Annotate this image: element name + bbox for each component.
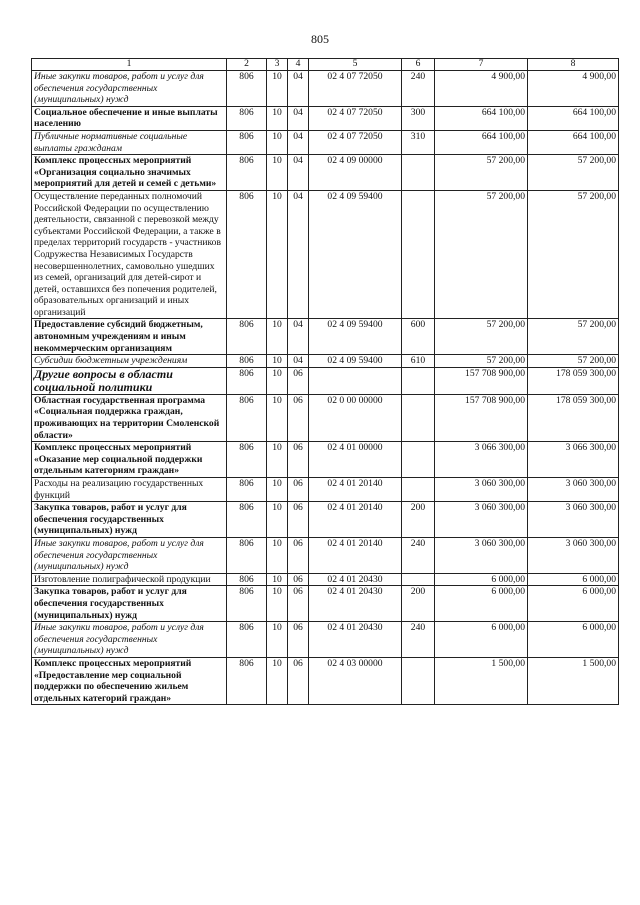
cell-ministry-code: 806 <box>227 442 267 478</box>
cell-ministry-code: 806 <box>227 319 267 355</box>
cell-subsection: 04 <box>288 319 309 355</box>
table-row <box>32 71 619 107</box>
row-name: Публичные нормативные социальные выплаты гражданам <box>32 130 227 154</box>
cell-subsection: 06 <box>288 367 309 394</box>
cell-subsection: 04 <box>288 190 309 319</box>
cell-section: 10 <box>267 478 288 502</box>
cell-expense-type <box>402 442 435 478</box>
cell-ministry-code: 806 <box>227 537 267 573</box>
cell-amount-year-1: 4 900,00 <box>435 71 528 107</box>
table-row <box>32 367 619 394</box>
cell-amount-year-2: 3 060 300,00 <box>528 502 619 538</box>
cell-expense-type <box>402 478 435 502</box>
column-header: 7 <box>435 59 528 71</box>
row-name: Закупка товаров, работ и услуг для обеспечения государственных (муниципальных) нужд <box>32 502 227 538</box>
row-name: Субсидии бюджетным учреждениям <box>32 355 227 368</box>
cell-expense-type: 240 <box>402 622 435 658</box>
cell-ministry-code: 806 <box>227 478 267 502</box>
cell-section: 10 <box>267 502 288 538</box>
cell-ministry-code: 806 <box>227 190 267 319</box>
cell-amount-year-2: 3 066 300,00 <box>528 442 619 478</box>
table-row <box>32 319 619 355</box>
cell-subsection: 06 <box>288 478 309 502</box>
cell-amount-year-1: 6 000,00 <box>435 573 528 586</box>
cell-target-article: 02 4 03 00000 <box>309 657 402 704</box>
row-name: Расходы на реализацию государственных функций <box>32 478 227 502</box>
cell-subsection: 06 <box>288 586 309 622</box>
cell-subsection: 06 <box>288 657 309 704</box>
cell-target-article: 02 4 01 20140 <box>309 478 402 502</box>
cell-section: 10 <box>267 586 288 622</box>
column-header: 3 <box>267 59 288 71</box>
cell-amount-year-2: 57 200,00 <box>528 319 619 355</box>
column-header: 1 <box>32 59 227 71</box>
cell-ministry-code: 806 <box>227 355 267 368</box>
cell-expense-type <box>402 155 435 191</box>
row-name: Социальное обеспечение и иные выплаты населению <box>32 106 227 130</box>
cell-subsection: 06 <box>288 622 309 658</box>
row-name: Предоставление субсидий бюджетным, автономным учреждениям и иным некоммерческим организациям <box>32 319 227 355</box>
cell-amount-year-2: 178 059 300,00 <box>528 367 619 394</box>
table-body <box>32 71 619 705</box>
row-name: Иные закупки товаров, работ и услуг для обеспечения государственных (муниципальных) нужд <box>32 537 227 573</box>
cell-section: 10 <box>267 573 288 586</box>
cell-amount-year-1: 6 000,00 <box>435 622 528 658</box>
row-name: Осуществление переданных полномочий Российской Федерации по осуществлению деятельности, связанной с перевозкой между субъектами Российской Федерации, а также в пределах территорий государств - участников Содружества Независимых Государств несовершеннолетних, самовольно ушедших из семей, организаций для детей-сирот и детей, оставшихся без попечения родителей, образовательных организаций и иных организаций <box>32 190 227 319</box>
cell-section: 10 <box>267 319 288 355</box>
cell-expense-type <box>402 367 435 394</box>
cell-amount-year-1: 664 100,00 <box>435 106 528 130</box>
cell-subsection: 04 <box>288 355 309 368</box>
table-row <box>32 130 619 154</box>
cell-amount-year-1: 664 100,00 <box>435 130 528 154</box>
cell-amount-year-1: 57 200,00 <box>435 355 528 368</box>
cell-amount-year-1: 57 200,00 <box>435 155 528 191</box>
column-header: 5 <box>309 59 402 71</box>
cell-section: 10 <box>267 657 288 704</box>
cell-section: 10 <box>267 394 288 441</box>
cell-section: 10 <box>267 130 288 154</box>
cell-target-article: 02 4 07 72050 <box>309 106 402 130</box>
cell-amount-year-2: 57 200,00 <box>528 155 619 191</box>
cell-amount-year-1: 157 708 900,00 <box>435 394 528 441</box>
row-name: Иные закупки товаров, работ и услуг для обеспечения государственных (муниципальных) нужд <box>32 71 227 107</box>
row-name: Областная государственная программа «Социальная поддержка граждан, проживающих на территории Смоленской области» <box>32 394 227 441</box>
budget-table <box>31 58 619 705</box>
cell-amount-year-1: 157 708 900,00 <box>435 367 528 394</box>
cell-expense-type: 610 <box>402 355 435 368</box>
cell-subsection: 06 <box>288 394 309 441</box>
cell-target-article: 02 4 01 20430 <box>309 622 402 658</box>
cell-target-article: 02 4 01 20140 <box>309 502 402 538</box>
cell-amount-year-2: 57 200,00 <box>528 355 619 368</box>
cell-expense-type: 240 <box>402 71 435 107</box>
cell-expense-type <box>402 190 435 319</box>
cell-amount-year-2: 6 000,00 <box>528 622 619 658</box>
cell-expense-type: 310 <box>402 130 435 154</box>
cell-expense-type <box>402 657 435 704</box>
cell-target-article: 02 4 01 20430 <box>309 586 402 622</box>
cell-amount-year-1: 3 060 300,00 <box>435 478 528 502</box>
cell-subsection: 04 <box>288 155 309 191</box>
cell-amount-year-1: 6 000,00 <box>435 586 528 622</box>
cell-subsection: 06 <box>288 573 309 586</box>
cell-section: 10 <box>267 155 288 191</box>
row-name: Закупка товаров, работ и услуг для обеспечения государственных (муниципальных) нужд <box>32 586 227 622</box>
cell-amount-year-1: 3 066 300,00 <box>435 442 528 478</box>
table-row <box>32 502 619 538</box>
cell-amount-year-2: 1 500,00 <box>528 657 619 704</box>
cell-ministry-code: 806 <box>227 71 267 107</box>
table-row <box>32 155 619 191</box>
cell-amount-year-1: 3 060 300,00 <box>435 502 528 538</box>
cell-section: 10 <box>267 355 288 368</box>
cell-amount-year-2: 178 059 300,00 <box>528 394 619 441</box>
cell-target-article: 02 4 09 59400 <box>309 355 402 368</box>
table-row <box>32 190 619 319</box>
cell-subsection: 06 <box>288 502 309 538</box>
cell-section: 10 <box>267 71 288 107</box>
table-row <box>32 537 619 573</box>
cell-target-article: 02 4 07 72050 <box>309 71 402 107</box>
cell-subsection: 04 <box>288 106 309 130</box>
cell-target-article: 02 0 00 00000 <box>309 394 402 441</box>
cell-amount-year-2: 6 000,00 <box>528 573 619 586</box>
header-row <box>32 59 619 71</box>
cell-ministry-code: 806 <box>227 367 267 394</box>
cell-expense-type <box>402 394 435 441</box>
row-name: Комплекс процессных мероприятий «Предоставление мер социальной поддержки по обеспечению жильем отдельных категорий граждан» <box>32 657 227 704</box>
cell-section: 10 <box>267 190 288 319</box>
cell-expense-type: 300 <box>402 106 435 130</box>
table-row <box>32 442 619 478</box>
cell-target-article: 02 4 01 00000 <box>309 442 402 478</box>
column-header: 8 <box>528 59 619 71</box>
cell-section: 10 <box>267 622 288 658</box>
cell-target-article: 02 4 09 59400 <box>309 319 402 355</box>
cell-subsection: 06 <box>288 442 309 478</box>
cell-ministry-code: 806 <box>227 622 267 658</box>
cell-amount-year-1: 1 500,00 <box>435 657 528 704</box>
table-row <box>32 573 619 586</box>
column-header: 6 <box>402 59 435 71</box>
column-header: 2 <box>227 59 267 71</box>
cell-amount-year-1: 3 060 300,00 <box>435 537 528 573</box>
cell-expense-type: 600 <box>402 319 435 355</box>
cell-expense-type: 200 <box>402 586 435 622</box>
cell-ministry-code: 806 <box>227 394 267 441</box>
cell-ministry-code: 806 <box>227 657 267 704</box>
cell-section: 10 <box>267 442 288 478</box>
row-name: Комплекс процессных мероприятий «Организация социально значимых мероприятий для детей и семей с детьми» <box>32 155 227 191</box>
cell-amount-year-2: 3 060 300,00 <box>528 537 619 573</box>
cell-section: 10 <box>267 106 288 130</box>
cell-ministry-code: 806 <box>227 130 267 154</box>
table-row <box>32 478 619 502</box>
cell-target-article: 02 4 07 72050 <box>309 130 402 154</box>
cell-amount-year-1: 57 200,00 <box>435 319 528 355</box>
cell-expense-type: 240 <box>402 537 435 573</box>
cell-target-article <box>309 367 402 394</box>
cell-subsection: 06 <box>288 537 309 573</box>
table-row <box>32 622 619 658</box>
cell-section: 10 <box>267 537 288 573</box>
cell-amount-year-2: 664 100,00 <box>528 130 619 154</box>
table-row <box>32 657 619 704</box>
table-row <box>32 586 619 622</box>
cell-expense-type: 200 <box>402 502 435 538</box>
cell-subsection: 04 <box>288 71 309 107</box>
cell-ministry-code: 806 <box>227 106 267 130</box>
page-number: 805 <box>311 32 329 46</box>
cell-ministry-code: 806 <box>227 502 267 538</box>
cell-target-article: 02 4 09 00000 <box>309 155 402 191</box>
row-name: Другие вопросы в области социальной политики <box>32 367 227 394</box>
table-row <box>32 355 619 368</box>
cell-amount-year-2: 4 900,00 <box>528 71 619 107</box>
cell-ministry-code: 806 <box>227 155 267 191</box>
row-name: Комплекс процессных мероприятий «Оказание мер социальной поддержки отдельным категориям граждан» <box>32 442 227 478</box>
cell-ministry-code: 806 <box>227 586 267 622</box>
cell-section: 10 <box>267 367 288 394</box>
cell-expense-type <box>402 573 435 586</box>
cell-amount-year-2: 3 060 300,00 <box>528 478 619 502</box>
table-row <box>32 394 619 441</box>
cell-target-article: 02 4 01 20430 <box>309 573 402 586</box>
column-header: 4 <box>288 59 309 71</box>
cell-amount-year-2: 57 200,00 <box>528 190 619 319</box>
cell-target-article: 02 4 01 20140 <box>309 537 402 573</box>
row-name: Иные закупки товаров, работ и услуг для обеспечения государственных (муниципальных) нужд <box>32 622 227 658</box>
cell-amount-year-2: 6 000,00 <box>528 586 619 622</box>
cell-subsection: 04 <box>288 130 309 154</box>
table-row <box>32 106 619 130</box>
cell-amount-year-1: 57 200,00 <box>435 190 528 319</box>
cell-ministry-code: 806 <box>227 573 267 586</box>
row-name: Изготовление полиграфической продукции <box>32 573 227 586</box>
cell-target-article: 02 4 09 59400 <box>309 190 402 319</box>
cell-amount-year-2: 664 100,00 <box>528 106 619 130</box>
